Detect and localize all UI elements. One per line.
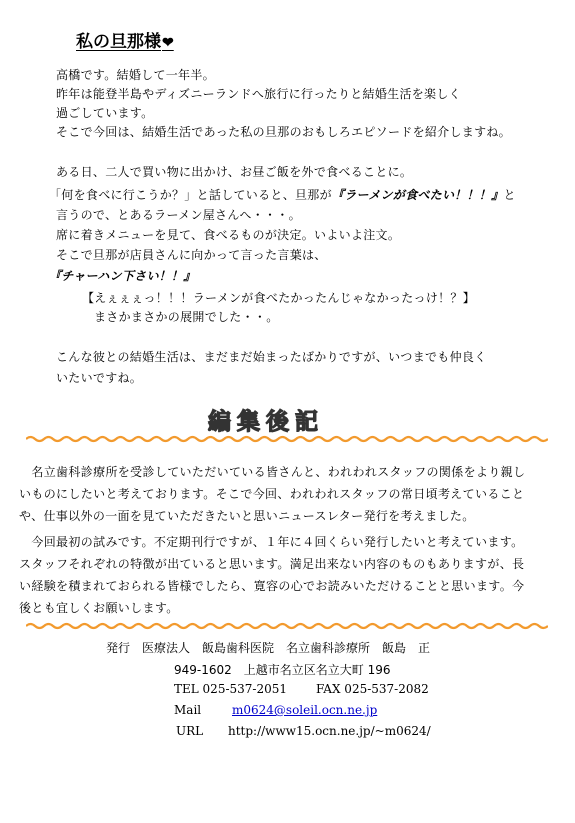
postscript-title: 編集後記 (208, 408, 324, 435)
heart-icon: ❤ (162, 35, 174, 51)
wave-divider-top (26, 434, 548, 444)
article-line: 席に着きメニューを見て、食べるものが決定。いよいよ注文。 (56, 228, 401, 242)
article-line: 【えぇぇぇっ！！！ラーメンが食べたかったんじゃなかったっけ！？】 (82, 291, 476, 305)
url-label: URL (176, 724, 204, 738)
paragraph-line: や、仕事以外の一面を見ていただきたいと思いニュースレター発行を考えました。 (19, 509, 475, 523)
fax-line: FAX 025-537-2082 (316, 682, 429, 696)
article-line: 昨年は能登半島やディズニーランドへ旅行に行ったりと結婚生活を楽しく (56, 87, 461, 101)
article-line: 過ごしています。 (56, 106, 154, 120)
paragraph-line: スタッフそれぞれの特徴が出ていると思います。満足出来ない内容のものもありますが、長 (19, 557, 525, 571)
wave-line (26, 624, 548, 628)
tel-line: TEL 025-537-2051 (174, 682, 288, 696)
article-line: そこで旦那が店員さんに向かって言った言葉は、 (56, 248, 327, 262)
fried-rice-quote: 『チャーハン下さい！！』 (49, 269, 196, 283)
article-title: 私の旦那様❤ (76, 32, 174, 52)
article-line: ある日、二人で買い物に出かけ、お昼ご飯を外で食べることに。 (56, 165, 413, 179)
paragraph-line: い経験を積まれておられる皆様でしたら、寛容の心でお読みいただけることと思います。今 (19, 579, 525, 593)
wave-divider-bottom (26, 621, 548, 631)
url-text: http://www15.ocn.ne.jp/~m0624/ (228, 724, 431, 738)
postscript-paragraph-2 (19, 531, 547, 619)
article-line: 言うので、とあるラーメン屋さんへ・・・。 (56, 208, 301, 222)
article-line: こんな彼との結婚生活は、まだまだ始まったばかりですが、いつまでも仲良く (56, 350, 487, 364)
ramen-quote: 『ラーメンが食べたい！！！』 (331, 188, 504, 202)
address-line: 949-1602 上越市名立区名立大町 196 (174, 663, 391, 677)
publisher-line: 発行 医療法人 飯島歯科医院 名立歯科診療所 飯島 正 (106, 641, 431, 655)
wave-line (26, 437, 548, 441)
paragraph-line: いものにしたいと考えております。そこで今回、われわれスタッフの常日頃考えていること (19, 487, 525, 501)
article-line: 「何を食べに行こうか？」と話していると、旦那が『ラーメンが食べたい！！！』と (49, 188, 516, 202)
paragraph-line: 今回最初の試みです。不定期刊行ですが、１年に４回くらい発行したいと考えています。 (19, 535, 524, 549)
mail-link[interactable]: m0624@soleil.ocn.ne.jp (232, 703, 378, 717)
article-line: いたいですね。 (56, 371, 143, 385)
paragraph-line: 後とも宜しくお願いします。 (19, 601, 179, 615)
mail-label: Mail (174, 703, 202, 717)
paragraph-line: 名立歯科診療所を受診していただいている皆さんと、われわれスタッフの関係をより親し (19, 465, 526, 479)
article-line: そこで今回は、結婚生活であった私の旦那のおもしろエピソードを紹介しますね。 (56, 125, 511, 139)
article-line: 高橋です。結婚して一年半。 (56, 68, 215, 82)
postscript-paragraph-1 (19, 461, 547, 527)
article-line: まさかまさかの展開でした・・。 (94, 310, 279, 324)
